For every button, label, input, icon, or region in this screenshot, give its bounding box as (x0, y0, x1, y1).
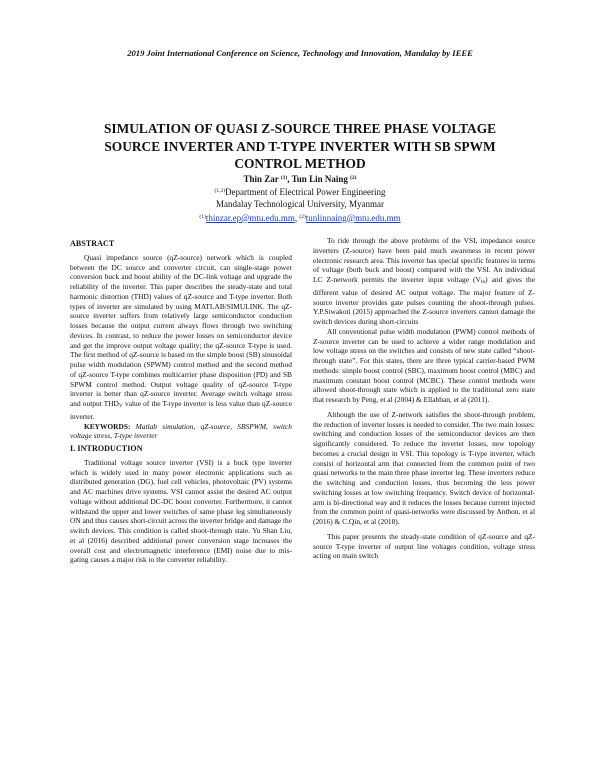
right-paragraph-1-subscript: in (480, 279, 486, 285)
left-column (70, 236, 292, 565)
author-block (0, 172, 600, 224)
department-line (0, 185, 600, 198)
title-line-1: SIMULATION OF QUASI Z-SOURCE THREE PHASE VOLTAGE (103, 121, 497, 136)
right-column (313, 236, 535, 561)
author-names (0, 172, 600, 185)
department: Department of Electrical Power Engineering (225, 187, 386, 198)
right-paragraph-1-end: ) and gives the different value of desired AC output voltage. The major feature of Z-source inverter provides gate pulses counting the shoot-through pulses. Y.P.Siwakoti (2015) approached the Z-source inverters cannot damage the switch devices during short-circuits (313, 275, 535, 326)
author-2-affiliation: (2) (350, 175, 357, 181)
email-1-affiliation: (1) (199, 213, 206, 220)
introduction-heading: I. INTRODUCTION (70, 444, 143, 453)
email-2-link[interactable]: tunlinnaing@mtu.edu.mm (305, 212, 401, 223)
university: Mandalay Technological University, Myanmar (215, 199, 385, 210)
abstract-end: value of the T-type inverter is less value than qZ-source inverter. (70, 399, 292, 421)
right-paragraph-3: Although the use of Z-network satisfies the shoot-through problem, the reduction of inverter losses is needed to consider. The two main losses: switching and conduction losses of the semiconductor devices are then significantly considered. To reduce the inverter losses, new topology becomes a crucial design in VSI. This topology is T-type inverter, which consist of horizontal arm that connected from the common point of two quasi networks to the main three phase inverter leg. These inverters reduce the switching and conduction losses, thus becoming the less power switching losses at low switching frequency. Switch device of horizontal-arm is bi-directional way and it reduces the losses because current injected from the common point of quasi-networks were discussed by Anthon, et al (2016) & C.Qin, et al (2018). (313, 409, 535, 526)
author-separator: , (287, 174, 292, 184)
email-line (0, 211, 600, 224)
email-separator: , (294, 212, 300, 223)
author-2: Tun Lin Naing (291, 174, 348, 184)
right-paragraph-1-main: To ride through the above problems of the VSI, impedance source inverters (Z-source) have been paid much awareness in recent power electronic research area. This inverter has special specific features in terms of voltage (both buck and boost) compared with the VSI. An individual LC Z-network permits the inverter input voltage (V (313, 236, 535, 284)
paper-title (95, 120, 505, 173)
abstract-main: Quasi impedance source (qZ-source) network which is coupled between the DC source and converter circuit, can single-stage power conversion buck and boost ability of the DC-link voltage and upgrade the reliability of the inverter. This paper describes the steady-state and total harmonic distortion (THD) values of qZ-source and T-type inverter. Both types of inverter are simulated by using MATLAB/SIMULINK. The qZ-source inverter suffers from relatively large semiconductor conduction losses because the output current always flows through two switching devices. In contrast, to reduce the power losses on semiconductor device and get the improve output voltage quality; the qZ-source T-type is used. The first method of qZ-source is based on the simple boost (SB) sinusoidal pulse width modulation (SPWM) control method and the second method of qZ-source T-type combines multicarrier phase disposition (PD) and SB SPWM control method. Output voltage quality of qZ-source T-type inverter is better than qZ-source inverter. Average switch voltage stress and output THD (70, 252, 292, 408)
department-affiliation: (1,2) (214, 188, 226, 195)
abstract-heading: ABSTRACT (70, 239, 115, 248)
keywords-text: Matlab simulation, qZ-source, SBSPWM, switch voltage stress, T-type inverter (70, 421, 292, 441)
author-1-affiliation: (1) (280, 175, 288, 181)
title-line-3: CONTROL METHOD (234, 156, 366, 171)
email-2-affiliation: (2) (299, 213, 306, 220)
introduction-paragraph-1: Traditional voltage source inverter (VSI) is a buck type inverter which is widely used in many power electronic applications such as distributed generation (DG), fuel cell vehicles, photovoltaic (PV) systems and AC machines drive systems. VSI cannot assist the desired AC output voltage without additional DC-DC boost converter. Furthermore, it cannot withstand the upper and lower switches of same phase leg simultaneously ON and thus causes short-circuit across the inverter bridge and damage the switch devices. This condition is called shoot-through state. Yu Shan Liu, et al (2016) described additional power conversion stage increases the overall cost and electromagnetic interference (EMI) noise due to mis-gating causes a major risk to the converter reliability. (70, 457, 292, 565)
right-paragraph-1 (313, 236, 535, 327)
email-1-link[interactable]: thinzar.ep@mtu.edu.mm (205, 212, 295, 223)
right-paragraph-4: This paper presents the steady-state condition of qZ-source and qZ-source T-type inverter of output line voltages condition, voltage stress acting on main switch (313, 531, 535, 561)
abstract-subscript: V (118, 403, 123, 409)
keywords (70, 422, 292, 442)
title-line-2: SOURCE INVERTER AND T-TYPE INVERTER WITH SB SPWM (104, 138, 496, 154)
author-1: Thin Zar (243, 174, 279, 184)
right-paragraph-2: All conventional pulse width modulation (PWM) control methods of Z-source inverter can be used to achieve a wider range modulation and low voltage stress on the switches and consists of new state called “shoot-through state”. For this states, there are three typical carrier-based PWM methods: simple boost control (SBC), maximum boost control (MBC) and maximum constant boost control (MCBC). These control methods were allowed shoot-through state which is applied to the traditional zero state that research by Peng, et al (2004) & Ellabban, et al (2011). (313, 326, 535, 404)
conference-header: 2019 Joint International Conference on Science, Technology and Innovation, Mandalay by IEEE (127, 48, 473, 58)
abstract-text (70, 253, 292, 422)
keywords-label: KEYWORDS: (84, 421, 131, 431)
